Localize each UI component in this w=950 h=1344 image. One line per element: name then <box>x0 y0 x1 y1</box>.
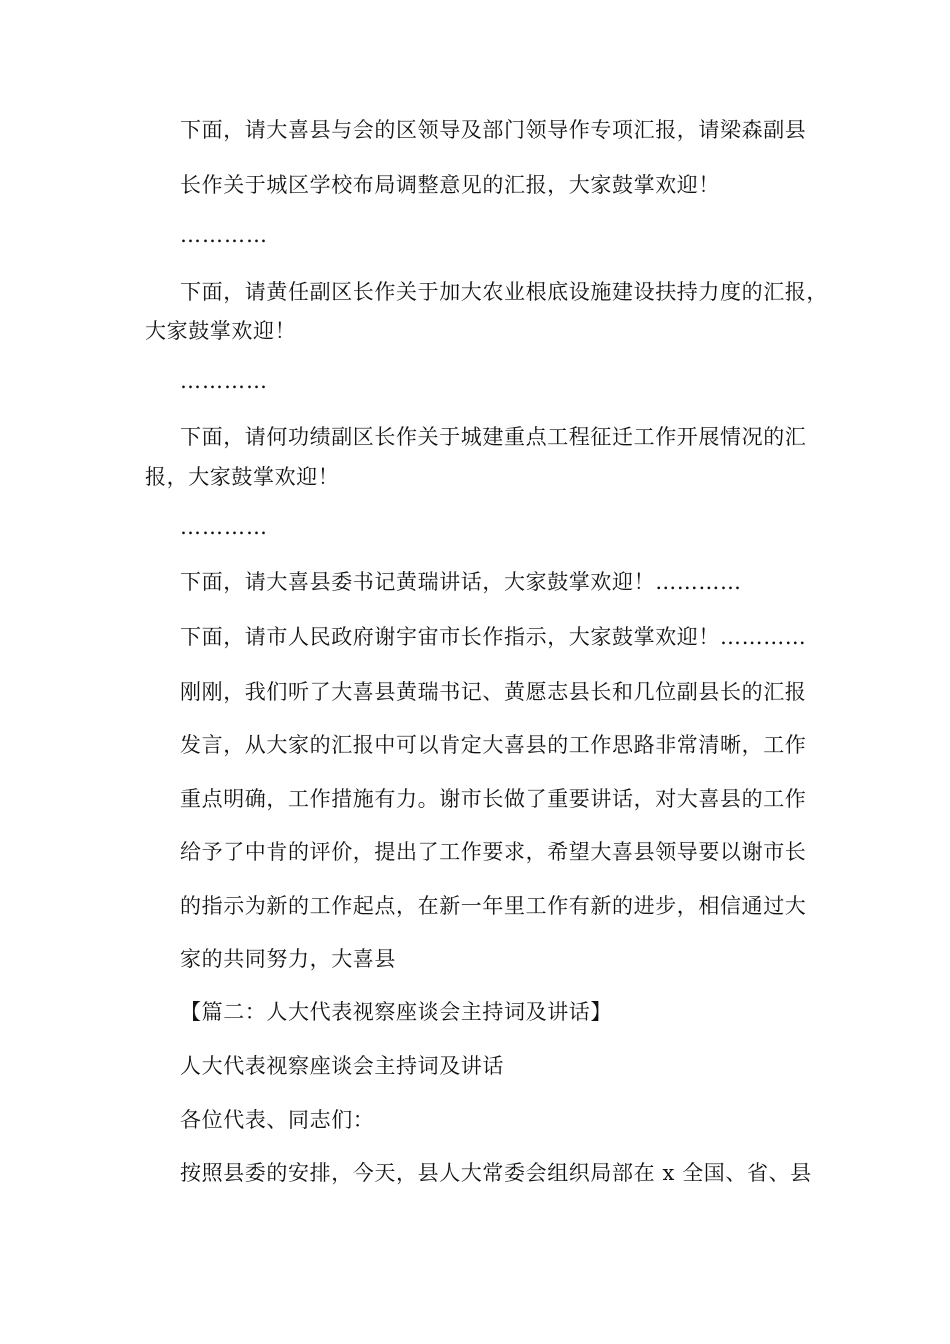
paragraph-line: 的指示为新的工作起点，在新一年里工作有新的进步，相信通过大 <box>180 894 807 918</box>
salutation: 各位代表、同志们： <box>180 1108 375 1132</box>
document-title: 人大代表视察座谈会主持词及讲话 <box>180 1054 504 1078</box>
ellipsis-line: ………… <box>180 369 268 393</box>
paragraph-line: 下面，请何功绩副区长作关于城建重点工程征迁工作开展情况的汇 <box>180 425 807 449</box>
section-heading: 【篇二：人大代表视察座谈会主持词及讲话】 <box>180 1000 612 1024</box>
paragraph-line: 家的共同努力，大喜县 <box>180 947 396 971</box>
paragraph-line: 发言，从大家的汇报中可以肯定大喜县的工作思路非常清晰，工作 <box>180 733 807 757</box>
paragraph-line: 给予了中肯的评价，提出了工作要求，希望大喜县领导要以谢市长 <box>180 840 807 864</box>
paragraph-line: 按照县委的安排，今天，县人大常委会组织局部在 x 全国、省、县 <box>180 1161 812 1185</box>
paragraph-line: 下面，请大喜县委书记黄瑞讲话，大家鼓掌欢迎！………… <box>180 570 742 594</box>
paragraph-line: 下面，请大喜县与会的区领导及部门领导作专项汇报，请梁森副县 <box>180 118 807 142</box>
ellipsis-line: ………… <box>180 223 268 247</box>
paragraph-line: 大家鼓掌欢迎！ <box>145 319 297 343</box>
paragraph-line: 重点明确，工作措施有力。谢市长做了重要讲话，对大喜县的工作 <box>180 787 807 811</box>
paragraph-line: 下面，请黄任副区长作关于加大农业根底设施建设扶持力度的汇报， <box>180 280 828 304</box>
paragraph-line: 下面，请市人民政府谢宇宙市长作指示，大家鼓掌欢迎！………… <box>180 625 807 649</box>
paragraph-line: 报，大家鼓掌欢迎！ <box>145 465 340 489</box>
paragraph-line: 长作关于城区学校布局调整意见的汇报，大家鼓掌欢迎！ <box>180 173 720 197</box>
ellipsis-line: ………… <box>180 515 268 539</box>
paragraph-line: 刚刚，我们听了大喜县黄瑞书记、黄愿志县长和几位副县长的汇报 <box>180 680 807 704</box>
